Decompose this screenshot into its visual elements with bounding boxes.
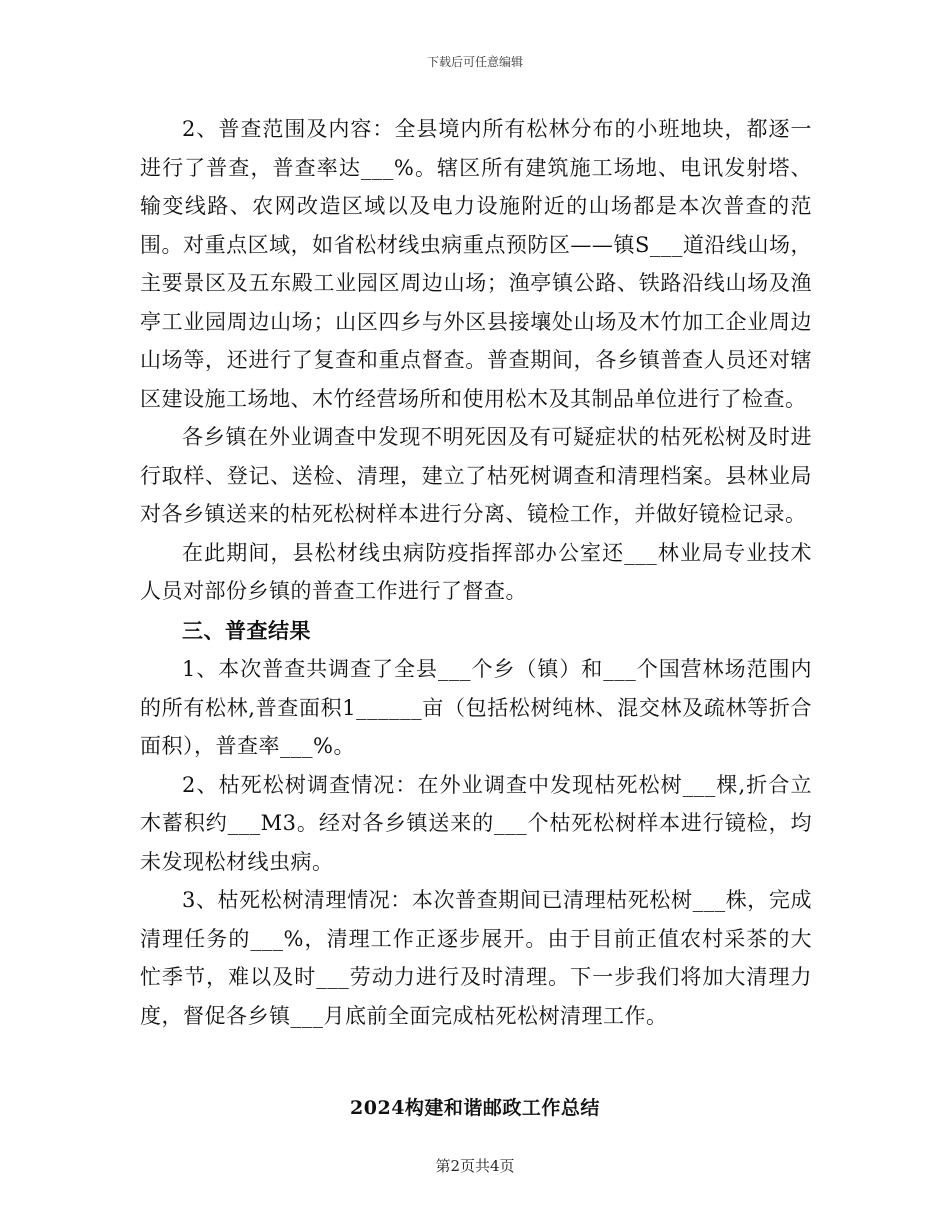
paragraph-survey-scope: 2、普查范围及内容：全县境内所有松林分布的小班地块，都逐一进行了普查，普查率达___%。辖区所有建筑施工场地、电讯发射塔、输变线路、农网改造区域以及电力设施附近的山场都是本次普查的范围。对重点区域，如省松材线虫病重点预防区——镇S___道沿线山场，主要景区及五东殿工业园区周边山场；渔亭镇公路、铁路沿线山场及渔亭工业园周边山场；山区四乡与外区县接壤处山场及木竹加工企业周边山场等，还进行了复查和重点督查。普查期间，各乡镇普查人员还对辖区建设施工场地、木竹经营场所和使用松木及其制品单位进行了检查。: [140, 117, 812, 411]
paragraph-result-1: 1、本次普查共调查了全县___个乡（镇）和___个国营林场范围内的所有松林,普查面积1______亩（包括松树纯林、混交林及疏林等折合面积），普查率___%。: [140, 657, 812, 758]
section-heading-results: 三、普查结果: [182, 617, 311, 643]
document-title: 2024构建和谐邮政工作总结: [350, 1097, 600, 1119]
paragraph-result-2: 2、枯死松树调查情况：在外业调查中发现枯死松树___棵,折合立木蓄积约___M3。经对各乡镇送来的___个枯死松树样本进行镜检，均未发现松材线虫病。: [140, 772, 812, 874]
paragraph-supervision: 在此期间，县松材线虫病防疫指挥部办公室还___林业局专业技术人员对部份乡镇的普查工作进行了督查。: [140, 540, 812, 603]
paragraph-result-3: 3、枯死松树清理情况：本次普查期间已清理枯死松树___株，完成清理任务的___%，清理工作正逐步展开。由于目前正值农村采茶的大忙季节，难以及时___劳动力进行及时清理。下一步我们将加大清理力度，督促各乡镇___月底前全面完成枯死松树清理工作。: [140, 888, 812, 1028]
page-footer: 第2页共4页: [435, 1157, 515, 1175]
paragraph-sampling: 各乡镇在外业调查中发现不明死因及有可疑症状的枯死松树及时进行取样、登记、送检、清理，建立了枯死树调查和清理档案。县林业局对各乡镇送来的枯死松树样本进行分离、镜检工作，并做好镜检记录。: [140, 425, 812, 526]
page-header: 下载后可任意编辑: [426, 55, 523, 69]
document-body: [140, 110, 812, 1035]
